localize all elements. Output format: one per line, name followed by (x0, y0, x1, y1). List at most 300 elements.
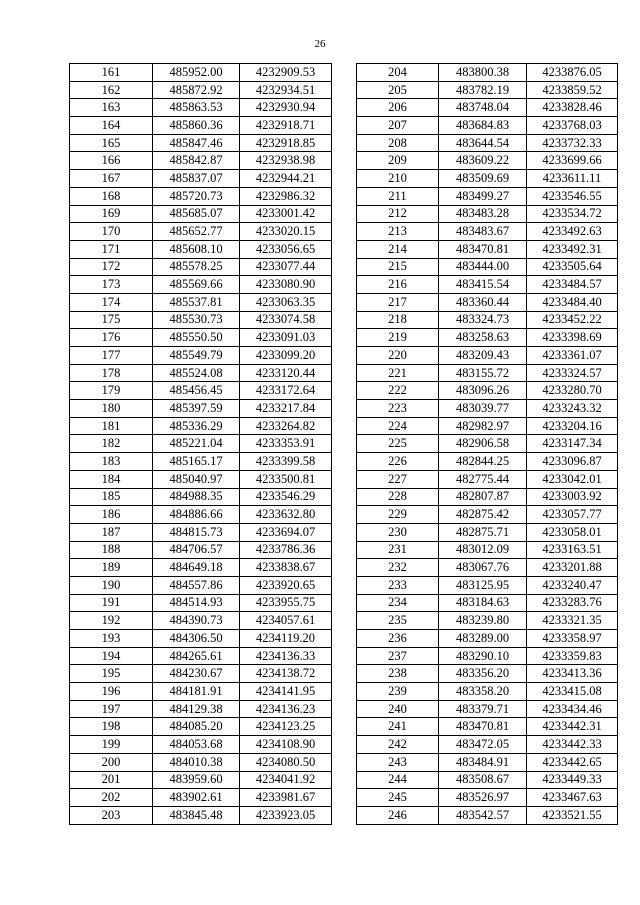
table-row (357, 576, 618, 594)
table-row (357, 665, 618, 683)
point-number-cell: 209 (357, 152, 439, 170)
table-row (357, 488, 618, 506)
table-row (70, 329, 332, 347)
point-number-cell: 194 (70, 647, 153, 665)
point-number-cell: 192 (70, 612, 153, 630)
table-row (70, 506, 332, 524)
y-coordinate-cell: 4233876.05 (527, 64, 618, 82)
y-coordinate-cell: 4232909.53 (240, 64, 332, 82)
point-number-cell: 228 (357, 488, 439, 506)
table-row (357, 293, 618, 311)
y-coordinate-cell: 4233442.31 (527, 718, 618, 736)
x-coordinate-cell: 485569.66 (153, 276, 240, 294)
point-number-cell: 183 (70, 453, 153, 471)
table-row (357, 382, 618, 400)
table-row (70, 311, 332, 329)
table-row (357, 435, 618, 453)
y-coordinate-cell: 4233413.36 (527, 665, 618, 683)
x-coordinate-cell: 485549.79 (153, 347, 240, 365)
table-row (357, 117, 618, 135)
y-coordinate-cell: 4233484.40 (527, 293, 618, 311)
x-coordinate-cell: 485842.87 (153, 152, 240, 170)
y-coordinate-cell: 4233324.57 (527, 364, 618, 382)
x-coordinate-cell: 484230.67 (153, 665, 240, 683)
table-row (70, 594, 332, 612)
x-coordinate-cell: 485530.73 (153, 311, 240, 329)
table-row (70, 64, 332, 82)
y-coordinate-cell: 4233452.22 (527, 311, 618, 329)
point-number-cell: 172 (70, 258, 153, 276)
y-coordinate-cell: 4233063.35 (240, 293, 332, 311)
y-coordinate-cell: 4233321.35 (527, 612, 618, 630)
y-coordinate-cell: 4233442.65 (527, 753, 618, 771)
x-coordinate-cell: 483509.69 (439, 170, 527, 188)
y-coordinate-cell: 4233768.03 (527, 117, 618, 135)
x-coordinate-cell: 482906.58 (439, 435, 527, 453)
point-number-cell: 216 (357, 276, 439, 294)
point-number-cell: 174 (70, 293, 153, 311)
point-number-cell: 191 (70, 594, 153, 612)
y-coordinate-cell: 4234108.90 (240, 736, 332, 754)
table-row (70, 99, 332, 117)
y-coordinate-cell: 4234057.61 (240, 612, 332, 630)
table-row (70, 205, 332, 223)
point-number-cell: 171 (70, 240, 153, 258)
table-row (70, 364, 332, 382)
x-coordinate-cell: 483324.73 (439, 311, 527, 329)
x-coordinate-cell: 484181.91 (153, 683, 240, 701)
point-number-cell: 212 (357, 205, 439, 223)
x-coordinate-cell: 485608.10 (153, 240, 240, 258)
x-coordinate-cell: 485685.07 (153, 205, 240, 223)
y-coordinate-cell: 4233359.83 (527, 647, 618, 665)
y-coordinate-cell: 4233955.75 (240, 594, 332, 612)
table-row (70, 736, 332, 754)
point-number-cell: 176 (70, 329, 153, 347)
x-coordinate-cell: 485847.46 (153, 134, 240, 152)
y-coordinate-cell: 4233001.42 (240, 205, 332, 223)
table-row (70, 541, 332, 559)
table-row (357, 152, 618, 170)
point-number-cell: 214 (357, 240, 439, 258)
x-coordinate-cell: 485550.50 (153, 329, 240, 347)
y-coordinate-cell: 4232944.21 (240, 170, 332, 188)
table-row (70, 382, 332, 400)
point-number-cell: 182 (70, 435, 153, 453)
table-row (70, 187, 332, 205)
y-coordinate-cell: 4233074.58 (240, 311, 332, 329)
y-coordinate-cell: 4234136.23 (240, 700, 332, 718)
point-number-cell: 173 (70, 276, 153, 294)
point-number-cell: 245 (357, 789, 439, 807)
x-coordinate-cell: 483356.20 (439, 665, 527, 683)
y-coordinate-cell: 4233240.47 (527, 576, 618, 594)
x-coordinate-cell: 483508.67 (439, 771, 527, 789)
x-coordinate-cell: 483902.61 (153, 789, 240, 807)
point-number-cell: 195 (70, 665, 153, 683)
table-row (357, 134, 618, 152)
point-number-cell: 239 (357, 683, 439, 701)
table-row (357, 470, 618, 488)
point-number-cell: 232 (357, 559, 439, 577)
table-row (70, 453, 332, 471)
table-row (70, 789, 332, 807)
point-number-cell: 223 (357, 400, 439, 418)
x-coordinate-cell: 485952.00 (153, 64, 240, 82)
x-coordinate-cell: 482982.97 (439, 417, 527, 435)
point-number-cell: 226 (357, 453, 439, 471)
x-coordinate-cell: 485863.53 (153, 99, 240, 117)
x-coordinate-cell: 483483.67 (439, 223, 527, 241)
x-coordinate-cell: 483782.19 (439, 81, 527, 99)
x-coordinate-cell: 483415.54 (439, 276, 527, 294)
table-row (70, 170, 332, 188)
point-number-cell: 246 (357, 806, 439, 824)
point-number-cell: 244 (357, 771, 439, 789)
y-coordinate-cell: 4233264.82 (240, 417, 332, 435)
table-row (70, 117, 332, 135)
table-row (70, 665, 332, 683)
y-coordinate-cell: 4233859.52 (527, 81, 618, 99)
x-coordinate-cell: 484706.57 (153, 541, 240, 559)
point-number-cell: 213 (357, 223, 439, 241)
y-coordinate-cell: 4234080.50 (240, 753, 332, 771)
y-coordinate-cell: 4233201.88 (527, 559, 618, 577)
y-coordinate-cell: 4233243.32 (527, 400, 618, 418)
y-coordinate-cell: 4234141.95 (240, 683, 332, 701)
y-coordinate-cell: 4233099.20 (240, 347, 332, 365)
y-coordinate-cell: 4233398.69 (527, 329, 618, 347)
point-number-cell: 243 (357, 753, 439, 771)
y-coordinate-cell: 4233283.76 (527, 594, 618, 612)
table-row (70, 612, 332, 630)
table-row (70, 81, 332, 99)
table-row (70, 630, 332, 648)
y-coordinate-cell: 4233057.77 (527, 506, 618, 524)
table-row (357, 523, 618, 541)
y-coordinate-cell: 4232930.94 (240, 99, 332, 117)
point-number-cell: 177 (70, 347, 153, 365)
table-row (357, 240, 618, 258)
y-coordinate-cell: 4233077.44 (240, 258, 332, 276)
x-coordinate-cell: 483125.95 (439, 576, 527, 594)
point-number-cell: 206 (357, 99, 439, 117)
table-row (357, 630, 618, 648)
table-row (70, 400, 332, 418)
x-coordinate-cell: 483959.60 (153, 771, 240, 789)
table-row (70, 683, 332, 701)
x-coordinate-cell: 484390.73 (153, 612, 240, 630)
y-coordinate-cell: 4233838.67 (240, 559, 332, 577)
point-number-cell: 190 (70, 576, 153, 594)
point-number-cell: 181 (70, 417, 153, 435)
point-number-cell: 198 (70, 718, 153, 736)
x-coordinate-cell: 483542.57 (439, 806, 527, 824)
table-row (70, 806, 332, 824)
y-coordinate-cell: 4232918.71 (240, 117, 332, 135)
y-coordinate-cell: 4233056.65 (240, 240, 332, 258)
point-number-cell: 179 (70, 382, 153, 400)
x-coordinate-cell: 483039.77 (439, 400, 527, 418)
table-row (70, 718, 332, 736)
point-number-cell: 242 (357, 736, 439, 754)
table-row (70, 523, 332, 541)
x-coordinate-cell: 483096.26 (439, 382, 527, 400)
y-coordinate-cell: 4234041.92 (240, 771, 332, 789)
table-row (357, 789, 618, 807)
table-row (357, 541, 618, 559)
y-coordinate-cell: 4234138.72 (240, 665, 332, 683)
table-row (70, 576, 332, 594)
x-coordinate-cell: 485221.04 (153, 435, 240, 453)
x-coordinate-cell: 485578.25 (153, 258, 240, 276)
point-number-cell: 210 (357, 170, 439, 188)
y-coordinate-cell: 4233981.67 (240, 789, 332, 807)
x-coordinate-cell: 483290.10 (439, 647, 527, 665)
table-row (357, 559, 618, 577)
y-coordinate-cell: 4233172.64 (240, 382, 332, 400)
point-number-cell: 220 (357, 347, 439, 365)
y-coordinate-cell: 4233147.34 (527, 435, 618, 453)
point-number-cell: 162 (70, 81, 153, 99)
x-coordinate-cell: 485336.29 (153, 417, 240, 435)
x-coordinate-cell: 483800.38 (439, 64, 527, 82)
point-number-cell: 201 (70, 771, 153, 789)
y-coordinate-cell: 4233434.46 (527, 700, 618, 718)
table-row (70, 417, 332, 435)
x-coordinate-cell: 484085.20 (153, 718, 240, 736)
x-coordinate-cell: 484129.38 (153, 700, 240, 718)
y-coordinate-cell: 4233120.44 (240, 364, 332, 382)
point-number-cell: 204 (357, 64, 439, 82)
point-number-cell: 217 (357, 293, 439, 311)
y-coordinate-cell: 4233699.66 (527, 152, 618, 170)
y-coordinate-cell: 4233632.80 (240, 506, 332, 524)
x-coordinate-cell: 483258.63 (439, 329, 527, 347)
table-row (357, 187, 618, 205)
x-coordinate-cell: 483609.22 (439, 152, 527, 170)
point-number-cell: 189 (70, 559, 153, 577)
y-coordinate-cell: 4233786.36 (240, 541, 332, 559)
y-coordinate-cell: 4233546.55 (527, 187, 618, 205)
coordinates-table-left (69, 63, 332, 825)
y-coordinate-cell: 4233163.51 (527, 541, 618, 559)
y-coordinate-cell: 4233399.58 (240, 453, 332, 471)
table-row (357, 700, 618, 718)
y-coordinate-cell: 4233442.33 (527, 736, 618, 754)
table-row (70, 152, 332, 170)
point-number-cell: 180 (70, 400, 153, 418)
point-number-cell: 188 (70, 541, 153, 559)
point-number-cell: 202 (70, 789, 153, 807)
table-row (70, 240, 332, 258)
point-number-cell: 175 (70, 311, 153, 329)
y-coordinate-cell: 4233484.57 (527, 276, 618, 294)
table-row (70, 258, 332, 276)
table-row (70, 647, 332, 665)
y-coordinate-cell: 4233361.07 (527, 347, 618, 365)
point-number-cell: 169 (70, 205, 153, 223)
point-number-cell: 193 (70, 630, 153, 648)
y-coordinate-cell: 4233096.87 (527, 453, 618, 471)
y-coordinate-cell: 4233534.72 (527, 205, 618, 223)
y-coordinate-cell: 4233828.46 (527, 99, 618, 117)
x-coordinate-cell: 485456.45 (153, 382, 240, 400)
table-row (357, 771, 618, 789)
y-coordinate-cell: 4233003.92 (527, 488, 618, 506)
point-number-cell: 225 (357, 435, 439, 453)
y-coordinate-cell: 4232918.85 (240, 134, 332, 152)
table-row (357, 311, 618, 329)
x-coordinate-cell: 485837.07 (153, 170, 240, 188)
y-coordinate-cell: 4233415.08 (527, 683, 618, 701)
x-coordinate-cell: 484514.93 (153, 594, 240, 612)
x-coordinate-cell: 485720.73 (153, 187, 240, 205)
point-number-cell: 241 (357, 718, 439, 736)
table-row (70, 700, 332, 718)
point-number-cell: 208 (357, 134, 439, 152)
y-coordinate-cell: 4233058.01 (527, 523, 618, 541)
point-number-cell: 236 (357, 630, 439, 648)
point-number-cell: 235 (357, 612, 439, 630)
table-row (70, 276, 332, 294)
x-coordinate-cell: 484988.35 (153, 488, 240, 506)
table-row (357, 364, 618, 382)
y-coordinate-cell: 4232938.98 (240, 152, 332, 170)
table-row (70, 435, 332, 453)
point-number-cell: 186 (70, 506, 153, 524)
x-coordinate-cell: 484649.18 (153, 559, 240, 577)
point-number-cell: 184 (70, 470, 153, 488)
point-number-cell: 237 (357, 647, 439, 665)
table-row (357, 453, 618, 471)
y-coordinate-cell: 4232986.32 (240, 187, 332, 205)
x-coordinate-cell: 484886.66 (153, 506, 240, 524)
table-row (70, 753, 332, 771)
x-coordinate-cell: 484053.68 (153, 736, 240, 754)
x-coordinate-cell: 482875.71 (439, 523, 527, 541)
point-number-cell: 211 (357, 187, 439, 205)
coordinates-table-right (356, 63, 618, 825)
point-number-cell: 231 (357, 541, 439, 559)
x-coordinate-cell: 483684.83 (439, 117, 527, 135)
x-coordinate-cell: 482875.42 (439, 506, 527, 524)
table-row (70, 347, 332, 365)
table-row (357, 612, 618, 630)
x-coordinate-cell: 485040.97 (153, 470, 240, 488)
y-coordinate-cell: 4233611.11 (527, 170, 618, 188)
y-coordinate-cell: 4233353.91 (240, 435, 332, 453)
table-row (357, 81, 618, 99)
point-number-cell: 161 (70, 64, 153, 82)
x-coordinate-cell: 483526.97 (439, 789, 527, 807)
x-coordinate-cell: 483472.05 (439, 736, 527, 754)
y-coordinate-cell: 4233467.63 (527, 789, 618, 807)
table-row (357, 594, 618, 612)
point-number-cell: 230 (357, 523, 439, 541)
x-coordinate-cell: 483067.76 (439, 559, 527, 577)
point-number-cell: 164 (70, 117, 153, 135)
y-coordinate-cell: 4234123.25 (240, 718, 332, 736)
y-coordinate-cell: 4233204.16 (527, 417, 618, 435)
point-number-cell: 166 (70, 152, 153, 170)
x-coordinate-cell: 483644.54 (439, 134, 527, 152)
x-coordinate-cell: 482844.25 (439, 453, 527, 471)
point-number-cell: 240 (357, 700, 439, 718)
y-coordinate-cell: 4233280.70 (527, 382, 618, 400)
table-row (357, 276, 618, 294)
y-coordinate-cell: 4233920.65 (240, 576, 332, 594)
table-row (70, 488, 332, 506)
page-number: 26 (314, 38, 326, 50)
table-row (357, 718, 618, 736)
x-coordinate-cell: 484815.73 (153, 523, 240, 541)
y-coordinate-cell: 4233923.05 (240, 806, 332, 824)
table-row (357, 400, 618, 418)
x-coordinate-cell: 484557.86 (153, 576, 240, 594)
x-coordinate-cell: 483360.44 (439, 293, 527, 311)
y-coordinate-cell: 4232934.51 (240, 81, 332, 99)
y-coordinate-cell: 4233358.97 (527, 630, 618, 648)
y-coordinate-cell: 4233732.33 (527, 134, 618, 152)
point-number-cell: 199 (70, 736, 153, 754)
table-row (357, 506, 618, 524)
x-coordinate-cell: 483012.09 (439, 541, 527, 559)
x-coordinate-cell: 485537.81 (153, 293, 240, 311)
point-number-cell: 203 (70, 806, 153, 824)
point-number-cell: 197 (70, 700, 153, 718)
y-coordinate-cell: 4233694.07 (240, 523, 332, 541)
table-row (70, 293, 332, 311)
x-coordinate-cell: 483358.20 (439, 683, 527, 701)
x-coordinate-cell: 485397.59 (153, 400, 240, 418)
x-coordinate-cell: 483470.81 (439, 240, 527, 258)
x-coordinate-cell: 483444.00 (439, 258, 527, 276)
point-number-cell: 187 (70, 523, 153, 541)
point-number-cell: 163 (70, 99, 153, 117)
x-coordinate-cell: 485860.36 (153, 117, 240, 135)
table-row (357, 736, 618, 754)
point-number-cell: 229 (357, 506, 439, 524)
point-number-cell: 234 (357, 594, 439, 612)
y-coordinate-cell: 4233546.29 (240, 488, 332, 506)
x-coordinate-cell: 482775.44 (439, 470, 527, 488)
table-row (357, 223, 618, 241)
table-row (357, 258, 618, 276)
x-coordinate-cell: 485872.92 (153, 81, 240, 99)
x-coordinate-cell: 483155.72 (439, 364, 527, 382)
table-row (70, 771, 332, 789)
y-coordinate-cell: 4233500.81 (240, 470, 332, 488)
point-number-cell: 222 (357, 382, 439, 400)
point-number-cell: 168 (70, 187, 153, 205)
y-coordinate-cell: 4234136.33 (240, 647, 332, 665)
x-coordinate-cell: 483483.28 (439, 205, 527, 223)
point-number-cell: 227 (357, 470, 439, 488)
point-number-cell: 207 (357, 117, 439, 135)
x-coordinate-cell: 485524.08 (153, 364, 240, 382)
point-number-cell: 178 (70, 364, 153, 382)
table-row (357, 753, 618, 771)
y-coordinate-cell: 4233080.90 (240, 276, 332, 294)
y-coordinate-cell: 4233505.64 (527, 258, 618, 276)
point-number-cell: 215 (357, 258, 439, 276)
y-coordinate-cell: 4233492.31 (527, 240, 618, 258)
table-row (357, 417, 618, 435)
point-number-cell: 200 (70, 753, 153, 771)
table-row (357, 64, 618, 82)
table-row (357, 329, 618, 347)
